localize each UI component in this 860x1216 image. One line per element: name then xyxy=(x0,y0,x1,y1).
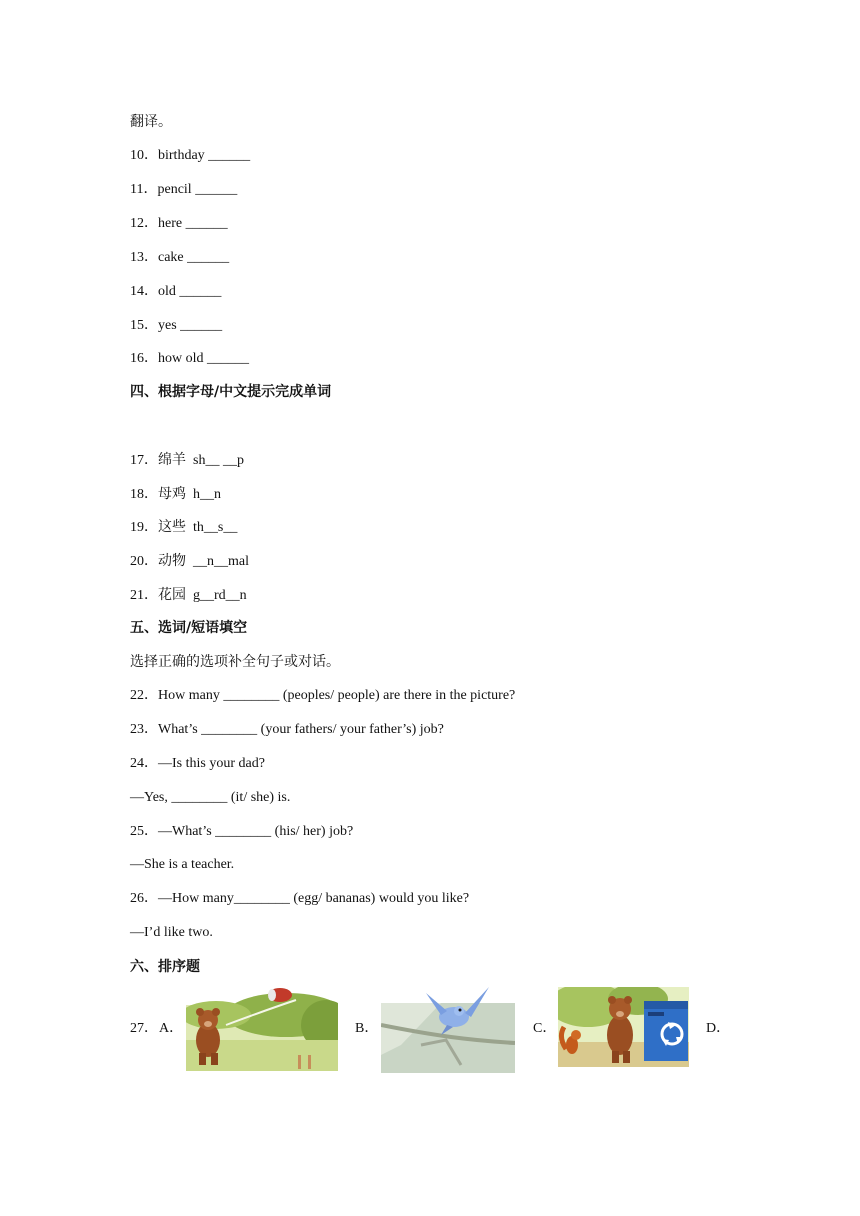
answer-26: —I’d like two. xyxy=(130,925,213,940)
question-16 xyxy=(130,349,249,369)
option-a-picture xyxy=(186,985,338,1071)
option-c-label: C． xyxy=(533,1021,557,1036)
question-10 xyxy=(130,146,250,166)
answer-24: —Yes, ________ (it/ she) is. xyxy=(130,790,291,805)
section-4-title: 四、根据字母/中文提示完成单词 xyxy=(130,384,332,400)
question-11 xyxy=(130,180,237,200)
spelling-prompt: sh__ __p xyxy=(193,453,244,468)
question-22: 22．How many ________ (peoples/ people) are there in the picture? xyxy=(130,688,516,703)
spelling-prompt: __n__mal xyxy=(193,554,249,569)
chinese-hint: 母鸡 xyxy=(158,486,186,502)
question-number: 17． xyxy=(130,453,158,468)
question-text: cake ______ xyxy=(158,250,230,265)
question-14 xyxy=(130,282,221,302)
option-b-label: B． xyxy=(355,1021,379,1036)
answer-25: —She is a teacher. xyxy=(130,857,235,872)
question-17 xyxy=(130,450,244,471)
question-13 xyxy=(130,248,229,268)
section-5-title: 五、选词/短语填空 xyxy=(130,620,248,636)
question-number: 15． xyxy=(130,318,158,333)
section-6-title: 六、排序题 xyxy=(130,959,200,975)
option-c-picture xyxy=(558,987,689,1067)
can-icon xyxy=(268,988,292,1002)
chinese-hint: 动物 xyxy=(158,553,186,569)
section-5-intro: 选择正确的选项补全句子或对话。 xyxy=(130,654,340,670)
chinese-hint: 花园 xyxy=(158,587,186,603)
question-number: 10． xyxy=(130,148,158,163)
question-number: 19． xyxy=(130,520,158,535)
question-15 xyxy=(130,316,222,336)
question-text: birthday ______ xyxy=(158,148,251,163)
chinese-hint: 这些 xyxy=(158,519,186,535)
question-text: pencil ______ xyxy=(157,182,238,197)
question-number: 16． xyxy=(130,351,158,366)
question-27-number: 27． xyxy=(130,1021,158,1036)
option-d-label: D． xyxy=(706,1021,731,1036)
question-12 xyxy=(130,214,228,234)
question-text: yes ______ xyxy=(158,318,223,333)
spelling-prompt: th__s__ xyxy=(193,520,238,535)
question-25: 25．—What’s ________ (his/ her) job? xyxy=(130,824,354,839)
question-text: old ______ xyxy=(158,284,222,299)
option-a-label: A． xyxy=(159,1021,184,1036)
spelling-prompt: g__rd__n xyxy=(193,588,247,603)
question-text: how old ______ xyxy=(158,351,249,366)
spelling-prompt: h__n xyxy=(193,487,221,502)
question-number: 11． xyxy=(130,182,158,197)
question-18 xyxy=(130,484,221,505)
question-26: 26．—How many________ (egg/ bananas) would you like? xyxy=(130,891,470,906)
chinese-hint: 绵羊 xyxy=(158,452,186,468)
question-23: 23．What’s ________ (your fathers/ your father’s) job? xyxy=(130,722,444,737)
question-24: 24．—Is this your dad? xyxy=(130,756,265,771)
question-number: 20． xyxy=(130,554,158,569)
question-number: 14． xyxy=(130,284,158,299)
question-number: 21． xyxy=(130,588,158,603)
question-text: here ______ xyxy=(158,216,228,231)
question-19 xyxy=(130,517,237,538)
translate-intro: 翻译。 xyxy=(130,114,172,130)
question-21 xyxy=(130,585,247,606)
question-20 xyxy=(130,551,249,572)
option-b-picture xyxy=(381,985,515,1073)
recycling-bin-icon xyxy=(644,1001,688,1061)
question-number: 18． xyxy=(130,487,158,502)
question-number: 12． xyxy=(130,216,158,231)
bear-icon xyxy=(196,1008,220,1065)
question-number: 13． xyxy=(130,250,158,265)
